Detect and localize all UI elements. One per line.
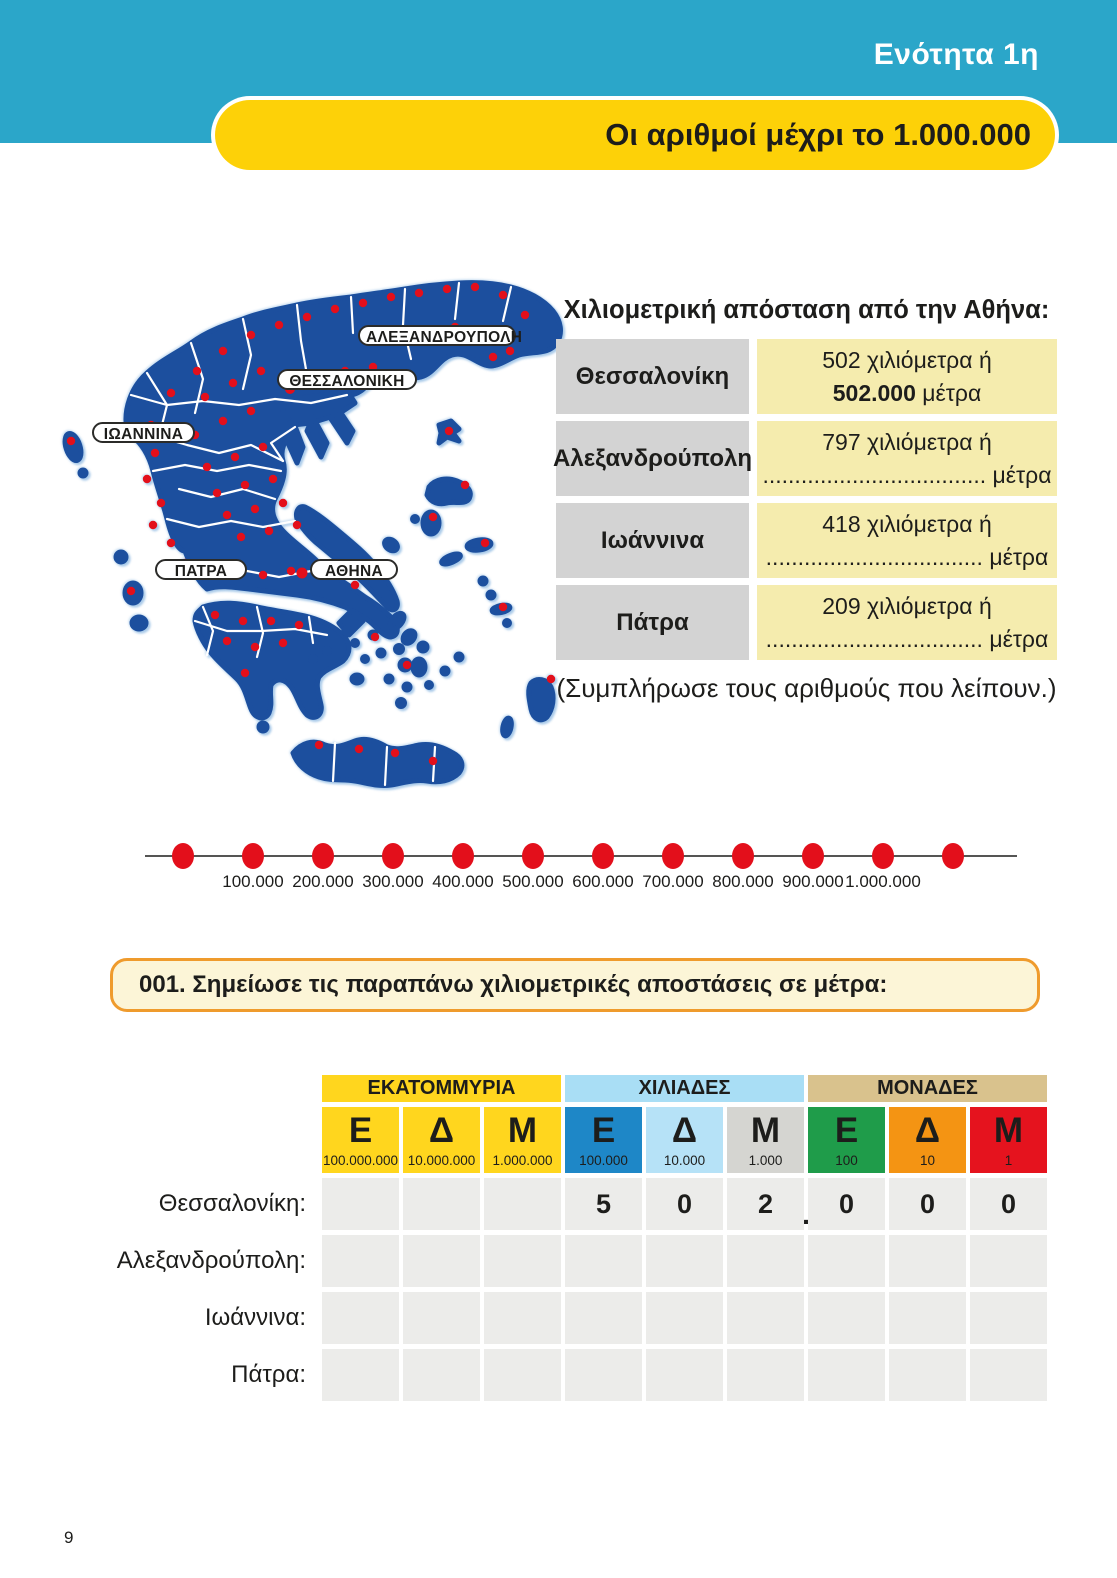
group-thousands: ΧΙΛΙΑΔΕΣ (565, 1075, 804, 1102)
digit-cell[interactable]: 2 (727, 1178, 804, 1230)
spacer (100, 1107, 318, 1173)
column-header: Ε 100.000 (565, 1107, 642, 1173)
distance-row-alexandroupoli (553, 421, 1057, 496)
column-header: Μ 1 (970, 1107, 1047, 1173)
spacer (100, 1075, 318, 1102)
distance-km: 209 χιλιόμετρα ή (822, 592, 992, 619)
tick-label: 700.000 (642, 872, 704, 891)
page-number: 9 (64, 1528, 74, 1547)
distance-m-value: 502.000 (832, 379, 916, 406)
column-header: Μ 1.000 (727, 1107, 804, 1173)
digit-cell[interactable]: 0 (970, 1178, 1047, 1230)
answer-dots[interactable]: ................................... (762, 461, 987, 488)
digit-cell[interactable]: 0 (889, 1178, 966, 1230)
group-millions: ΕΚΑΤΟΜΜΥΡΙΑ (322, 1075, 561, 1102)
number-line-graphic (145, 838, 1025, 874)
tick-label: 900.000 (782, 872, 844, 891)
city-name: Ιωάννινα (556, 503, 749, 578)
city-name: Αλεξανδρούπολη (556, 421, 749, 496)
digit-cell[interactable] (565, 1292, 642, 1344)
digit-cell[interactable] (403, 1349, 480, 1401)
distance-km: 418 χιλιόμετρα ή (822, 510, 992, 537)
tick-label: 500.000 (502, 872, 564, 891)
tick-label: 300.000 (362, 872, 424, 891)
greece-map (55, 275, 585, 810)
map-label-patra: ΠΑΤΡΑ (155, 559, 247, 580)
digit-cell[interactable] (808, 1349, 885, 1401)
exercise-001-box (110, 958, 1040, 1012)
digit-cell[interactable] (970, 1292, 1047, 1344)
digit-cell[interactable] (484, 1292, 561, 1344)
tick-label: 400.000 (432, 872, 494, 891)
digit-cell[interactable] (889, 1292, 966, 1344)
distance-row-thessaloniki (556, 339, 1057, 414)
fill-in-note: (Συμπλήρωσε τους αριθμούς που λείπουν.) (556, 673, 1057, 703)
distance-m (766, 541, 1049, 574)
city-name: Θεσσαλονίκη (556, 339, 749, 414)
digit-cell[interactable] (646, 1292, 723, 1344)
digit-cell[interactable] (646, 1235, 723, 1287)
digit-cell[interactable] (727, 1349, 804, 1401)
unit-label: Ενότητα 1η (873, 38, 1039, 71)
city-name: Πάτρα (556, 585, 749, 660)
tick-label: 800.000 (712, 872, 774, 891)
map-label-alexandroupoli: ΑΛΕΞΑΝΔΡΟΥΠΟΛΗ (358, 325, 516, 346)
distance-panel (553, 296, 1057, 704)
row-label-thessaloniki: Θεσσαλονίκη: (158, 1190, 306, 1217)
column-header: Δ 10.000 (646, 1107, 723, 1173)
tick-label: 200.000 (292, 872, 354, 891)
digit-cell[interactable] (322, 1349, 399, 1401)
digit-cell[interactable] (484, 1235, 561, 1287)
distance-m-suffix: μέτρα (982, 543, 1049, 570)
digit-cell[interactable] (889, 1235, 966, 1287)
distance-km: 502 χιλιόμετρα ή (822, 346, 992, 373)
digit-cell[interactable] (322, 1235, 399, 1287)
distance-m (766, 623, 1049, 656)
distance-m-suffix: μέτρα (982, 625, 1049, 652)
column-header: Ε 100 (808, 1107, 885, 1173)
digit-cell[interactable] (565, 1235, 642, 1287)
distance-m (833, 377, 982, 410)
distance-row-patra (556, 585, 1057, 660)
digit-cell[interactable] (322, 1178, 399, 1230)
digit-cell[interactable]: 0 (808, 1178, 885, 1230)
distance-value (757, 421, 1057, 496)
digit-cell[interactable] (727, 1235, 804, 1287)
tick-label: 1.000.000 (845, 872, 921, 891)
distance-m (762, 459, 1051, 492)
column-header: Δ 10 (889, 1107, 966, 1173)
digit-cell[interactable] (808, 1292, 885, 1344)
digit-cell[interactable]: 0 (646, 1178, 723, 1230)
map-label-athina: ΑΘΗΝΑ (310, 559, 398, 580)
answer-dots[interactable]: .................................. (765, 625, 983, 652)
map-label-ioannina: ΙΩΑΝΝΙΝΑ (92, 422, 195, 443)
distance-m-suffix: μέτρα (915, 379, 982, 406)
thousands-separator: . (802, 1199, 810, 1230)
digit-cell[interactable] (970, 1235, 1047, 1287)
lesson-title: Οι αριθμοί μέχρι το 1.000.000 (605, 117, 1031, 152)
row-label-patra: Πάτρα: (231, 1361, 306, 1388)
column-header: Δ 10.000.000 (403, 1107, 480, 1173)
digit-cell[interactable] (322, 1292, 399, 1344)
digit-cell[interactable] (970, 1349, 1047, 1401)
distance-value (757, 339, 1057, 414)
digit-cell[interactable]: 5 (565, 1178, 642, 1230)
digit-cell[interactable] (808, 1235, 885, 1287)
column-header: Ε 100.000.000 (322, 1107, 399, 1173)
distance-row-ioannina (556, 503, 1057, 578)
digit-cell[interactable] (727, 1292, 804, 1344)
digit-cell[interactable] (403, 1235, 480, 1287)
digit-cell[interactable] (646, 1349, 723, 1401)
digit-cell[interactable] (484, 1178, 561, 1230)
greece-map-graphic (55, 275, 585, 810)
tick-label: 600.000 (572, 872, 634, 891)
tick-label: 100.000 (222, 872, 284, 891)
distance-value (757, 503, 1057, 578)
digit-cell[interactable] (565, 1349, 642, 1401)
distance-panel-title: Χιλιομετρική απόσταση από την Αθήνα: (563, 296, 1050, 324)
column-header: Μ 1.000.000 (484, 1107, 561, 1173)
lesson-title-pill (215, 100, 1055, 170)
digit-cell[interactable] (403, 1178, 480, 1230)
distance-value (757, 585, 1057, 660)
digit-cell[interactable] (484, 1349, 561, 1401)
digit-cell[interactable] (403, 1292, 480, 1344)
place-value-table (100, 1075, 1047, 1401)
distance-m-suffix: μέτρα (986, 461, 1052, 488)
row-label-ioannina: Ιωάννινα: (204, 1304, 306, 1331)
answer-dots[interactable]: .................................. (765, 543, 983, 570)
map-label-thessaloniki: ΘΕΣΣΑΛΟΝΙΚΗ (277, 369, 417, 390)
number-line (145, 838, 1025, 900)
distance-km: 797 χιλιόμετρα ή (822, 428, 992, 455)
row-label-alexandroupoli: Αλεξανδρούπολη: (116, 1247, 306, 1274)
group-units: ΜΟΝΑΔΕΣ (808, 1075, 1047, 1102)
exercise-001-label: 001. Σημείωσε τις παραπάνω χιλιομετρικές αποστάσεις σε μέτρα: (139, 971, 888, 998)
digit-cell[interactable] (889, 1349, 966, 1401)
